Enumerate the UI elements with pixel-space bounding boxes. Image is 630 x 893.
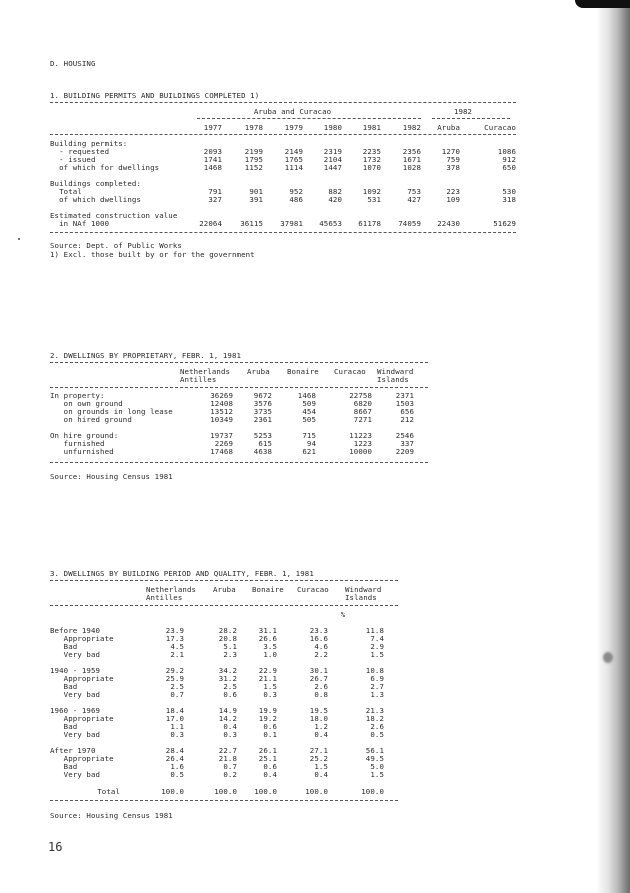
table2-cell: 11223 <box>349 431 372 440</box>
table2-cell: 2371 <box>395 391 414 400</box>
table2-cell: 7271 <box>353 415 372 424</box>
table1-group-rule-right <box>432 118 510 119</box>
page-edge-shadow <box>596 0 630 893</box>
table1-cell: 2235 <box>362 147 381 156</box>
table3-cell: 16.6 <box>309 634 328 643</box>
table2-cell: 621 <box>302 447 316 456</box>
table3-column-header-line2: Islands <box>345 593 377 602</box>
table3-cell: 0.2 <box>223 770 237 779</box>
table1-cell: 2319 <box>323 147 342 156</box>
table3-cell: 2.6 <box>370 722 384 731</box>
table1-cell: 2104 <box>323 155 342 164</box>
table3-cell: 22.9 <box>258 666 277 675</box>
table1-cell: 486 <box>289 195 303 204</box>
scan-spot <box>603 652 613 663</box>
table3-row-label: Very bad <box>50 770 101 779</box>
table2-row-label: on hired ground <box>50 415 132 424</box>
table1-cell: 2093 <box>203 147 222 156</box>
table3-cell: 0.5 <box>370 730 384 739</box>
table3-total-cell: 100.0 <box>305 787 328 796</box>
table3-total-cell: 100.0 <box>214 787 237 796</box>
table3-cell: 0.6 <box>223 690 237 699</box>
table1-cell: 912 <box>502 155 516 164</box>
table3-cell: 28.4 <box>165 746 184 755</box>
table1-cell: 37981 <box>280 219 303 228</box>
table1-cell: 1468 <box>203 163 222 172</box>
table3-cell: 7.4 <box>370 634 384 643</box>
table1-column-header: 1978 <box>244 123 263 132</box>
table3-cell: 0.3 <box>263 690 277 699</box>
table2-cell: 3576 <box>253 399 272 408</box>
table1-cell: 22064 <box>199 219 222 228</box>
table2-row-label: on grounds in long lease <box>50 407 173 416</box>
table3-row-label: Very bad <box>50 690 101 699</box>
table1-cell: 109 <box>446 195 460 204</box>
table3-cell: 26.6 <box>258 634 277 643</box>
table3-cell: 19.9 <box>258 706 277 715</box>
table1-group-header-left: Aruba and Curacao <box>253 107 332 116</box>
table1-cell: 1028 <box>402 163 421 172</box>
table3-cell: 2.7 <box>370 682 384 691</box>
table2-cell: 9672 <box>253 391 272 400</box>
table3-column-header: Bonaire <box>252 585 284 594</box>
table3-cell: 19.2 <box>258 714 277 723</box>
table1-column-header: 1980 <box>323 123 342 132</box>
table3-cell: 0.3 <box>170 730 184 739</box>
table3-bottom-rule <box>50 800 398 801</box>
table2-cell: 3735 <box>253 407 272 416</box>
table1-cell: 427 <box>407 195 421 204</box>
table2-cell: 22758 <box>349 391 372 400</box>
table1-row-label: of which dwellings <box>50 195 141 204</box>
table1-source: Source: Dept. of Public Works <box>50 241 182 250</box>
table3-row-label: 1960 - 1969 <box>50 706 101 715</box>
table3-row-label: Bad <box>50 762 78 771</box>
table3-cell: 23.9 <box>165 626 184 635</box>
table3-cell: 0.5 <box>170 770 184 779</box>
table1-cell: 1447 <box>323 163 342 172</box>
table1-cell: 1270 <box>441 147 460 156</box>
table1-cell: 327 <box>208 195 222 204</box>
table3-column-header: Windward <box>345 585 382 594</box>
table2-cell: 1223 <box>353 439 372 448</box>
table2-cell: 615 <box>258 439 272 448</box>
table1-cell: 61178 <box>358 219 381 228</box>
table1-section-heading: Estimated construction value <box>50 211 178 220</box>
table3-cell: 21.1 <box>258 674 277 683</box>
table2-cell: 656 <box>400 407 414 416</box>
table3-cell: 1.5 <box>370 650 384 659</box>
table2-cell: 8667 <box>353 407 372 416</box>
table3-cell: 21.8 <box>218 754 237 763</box>
table3-cell: 26.7 <box>309 674 328 683</box>
table3-cell: 26.1 <box>258 746 277 755</box>
table3-top-rule <box>50 580 398 581</box>
table3-cell: 1.3 <box>370 690 384 699</box>
table1-bottom-rule <box>50 232 516 233</box>
table1-cell: 753 <box>407 187 421 196</box>
table3-row-label: Bad <box>50 722 78 731</box>
table3-cell: 1.5 <box>370 770 384 779</box>
table3-cell: 5.0 <box>370 762 384 771</box>
table3-cell: 0.4 <box>223 722 237 731</box>
table3-cell: 29.2 <box>165 666 184 675</box>
table3-cell: 11.8 <box>365 626 384 635</box>
table1-cell: 882 <box>328 187 342 196</box>
table3-cell: 14.9 <box>218 706 237 715</box>
table1-cell: 1671 <box>402 155 421 164</box>
table3-cell: 2.6 <box>314 682 328 691</box>
table3-cell: 27.1 <box>309 746 328 755</box>
table1-cell: 1114 <box>284 163 303 172</box>
table3-cell: 22.7 <box>218 746 237 755</box>
table3-cell: 20.8 <box>218 634 237 643</box>
table3-cell: 21.3 <box>365 706 384 715</box>
table1-column-header: 1977 <box>203 123 222 132</box>
table3-cell: 30.1 <box>309 666 328 675</box>
table3-cell: 18.2 <box>365 714 384 723</box>
table3-cell: 18.4 <box>165 706 184 715</box>
table1-cell: 51629 <box>493 219 516 228</box>
table1-cell: 378 <box>446 163 460 172</box>
table3-title: 3. DWELLINGS BY BUILDING PERIOD AND QUALITY, FEBR. 1, 1981 <box>50 569 314 578</box>
table3-cell: 0.4 <box>263 770 277 779</box>
table2-row-label: furnished <box>50 439 105 448</box>
table3-cell: 18.0 <box>309 714 328 723</box>
table3-cell: 2.2 <box>314 650 328 659</box>
table1-group-header-right: 1982 <box>453 107 473 116</box>
table1-cell: 1086 <box>497 147 516 156</box>
table1-row-label: of which for dwellings <box>50 163 160 172</box>
table3-column-header: Aruba <box>213 585 236 594</box>
table2-cell: 94 <box>306 439 316 448</box>
table3-row-label: Before 1940 <box>50 626 101 635</box>
table3-cell: 5.1 <box>223 642 237 651</box>
page-number: 16 <box>48 840 63 854</box>
table2-bottom-rule <box>50 462 428 463</box>
table1-cell: 650 <box>502 163 516 172</box>
table2-row-label: In property: <box>50 391 105 400</box>
table2-column-header-line2: Islands <box>377 375 409 384</box>
table3-column-header: Netherlands <box>146 585 197 594</box>
table3-cell: 1.2 <box>314 722 328 731</box>
table3-cell: 0.6 <box>263 762 277 771</box>
table1-cell: 901 <box>249 187 263 196</box>
table1-cell: 1741 <box>203 155 222 164</box>
table2-cell: 715 <box>302 431 316 440</box>
table3-cell: 28.2 <box>218 626 237 635</box>
table1-cell: 2149 <box>284 147 303 156</box>
table1-cell: 36115 <box>240 219 263 228</box>
table3-cell: 25.2 <box>309 754 328 763</box>
table2-cell: 509 <box>302 399 316 408</box>
table2-cell: 17468 <box>210 447 233 456</box>
table3-row-label: Bad <box>50 642 78 651</box>
table2-cell: 10349 <box>210 415 233 424</box>
table3-cell: 34.2 <box>218 666 237 675</box>
table2-top-rule <box>50 362 428 363</box>
table1-cell: 391 <box>249 195 263 204</box>
table1-cell: 1070 <box>362 163 381 172</box>
table1-title: 1. BUILDING PERMITS AND BUILDINGS COMPLETED 1) <box>50 91 260 100</box>
table2-row-label: On hire ground: <box>50 431 119 440</box>
table3-cell: 2.9 <box>370 642 384 651</box>
table3-column-header-line2: Antilles <box>146 593 183 602</box>
table1-cell: 45653 <box>319 219 342 228</box>
table1-cell: 791 <box>208 187 222 196</box>
table3-cell: 31.1 <box>258 626 277 635</box>
table2-cell: 1468 <box>297 391 316 400</box>
table2-cell: 2209 <box>395 447 414 456</box>
table2-title: 2. DWELLINGS BY PROPRIETARY, FEBR. 1, 1981 <box>50 351 242 360</box>
table3-cell: 23.3 <box>309 626 328 635</box>
table2-cell: 454 <box>302 407 316 416</box>
table2-cell: 6820 <box>353 399 372 408</box>
table3-row-label: After 1970 <box>50 746 96 755</box>
table1-cell: 530 <box>502 187 516 196</box>
table1-section-heading: Buildings completed: <box>50 179 141 188</box>
scan-corner <box>575 0 630 8</box>
table2-column-header: Curacao <box>334 367 366 376</box>
table1-cell: 1765 <box>284 155 303 164</box>
table2-cell: 19737 <box>210 431 233 440</box>
table1-row-label: in NAf 1000 <box>50 219 110 228</box>
table1-cell: 223 <box>446 187 460 196</box>
table3-cell: 2.1 <box>170 650 184 659</box>
table1-cell: 318 <box>502 195 516 204</box>
table2-cell: 1503 <box>395 399 414 408</box>
table3-cell: 0.6 <box>263 722 277 731</box>
table3-cell: 25.1 <box>258 754 277 763</box>
scan-speck <box>18 238 20 240</box>
table3-row-label: 1940 - 1959 <box>50 666 101 675</box>
table2-cell: 505 <box>302 415 316 424</box>
table3-cell: 31.2 <box>218 674 237 683</box>
table1-column-header: Curacao <box>484 123 516 132</box>
table2-header-rule <box>50 387 428 388</box>
table1-header-rule <box>50 134 516 135</box>
table2-cell: 337 <box>400 439 414 448</box>
table1-cell: 759 <box>446 155 460 164</box>
table3-cell: 19.5 <box>309 706 328 715</box>
table1-cell: 1152 <box>244 163 263 172</box>
table1-cell: 1795 <box>244 155 263 164</box>
table3-cell: 0.8 <box>314 690 328 699</box>
table2-cell: 10000 <box>349 447 372 456</box>
table3-total-cell: 100.0 <box>254 787 277 796</box>
table1-cell: 420 <box>328 195 342 204</box>
table2-cell: 4638 <box>253 447 272 456</box>
table3-cell: 1.5 <box>314 762 328 771</box>
table3-cell: 14.2 <box>218 714 237 723</box>
table3-cell: 17.3 <box>165 634 184 643</box>
section-title: D. HOUSING <box>50 59 96 68</box>
table1-column-header: Aruba <box>437 123 460 132</box>
table3-cell: 6.9 <box>370 674 384 683</box>
table3-row-label: Very bad <box>50 650 101 659</box>
table2-column-header: Windward <box>377 367 414 376</box>
table2-source: Source: Housing Census 1981 <box>50 472 173 481</box>
table2-cell: 12408 <box>210 399 233 408</box>
table3-cell: 26.4 <box>165 754 184 763</box>
table3-row-label: Appropriate <box>50 674 114 683</box>
table3-cell: 4.5 <box>170 642 184 651</box>
table1-cell: 22430 <box>437 219 460 228</box>
table3-cell: 0.3 <box>223 730 237 739</box>
table2-cell: 5253 <box>253 431 272 440</box>
table3-cell: 56.1 <box>365 746 384 755</box>
table1-cell: 2356 <box>402 147 421 156</box>
table2-cell: 212 <box>400 415 414 424</box>
table3-row-label: Appropriate <box>50 714 114 723</box>
table3-cell: 10.8 <box>365 666 384 675</box>
table3-column-header: Curacao <box>297 585 329 594</box>
table1-cell: 531 <box>367 195 381 204</box>
table1-cell: 1732 <box>362 155 381 164</box>
table3-cell: 0.7 <box>170 690 184 699</box>
table2-cell: 2361 <box>253 415 272 424</box>
table3-cell: 0.4 <box>314 730 328 739</box>
table3-total-cell: 100.0 <box>361 787 384 796</box>
table3-cell: 1.0 <box>263 650 277 659</box>
table1-column-header: 1981 <box>362 123 381 132</box>
table1-row-label: Total <box>50 187 82 196</box>
table3-cell: 4.6 <box>314 642 328 651</box>
table1-cell: 952 <box>289 187 303 196</box>
table1-column-header: 1982 <box>402 123 421 132</box>
table3-cell: 0.4 <box>314 770 328 779</box>
table1-section-heading: Building permits: <box>50 139 128 148</box>
table1-cell: 74059 <box>398 219 421 228</box>
table3-cell: 3.5 <box>263 642 277 651</box>
table2-column-header: Aruba <box>247 367 270 376</box>
table3-cell: 25.9 <box>165 674 184 683</box>
table3-unit: % <box>340 610 346 619</box>
table3-total-label: Total <box>97 787 120 796</box>
table3-row-label: Bad <box>50 682 78 691</box>
table1-top-rule <box>50 102 516 103</box>
table1-row-label: - requested <box>50 147 110 156</box>
table2-cell: 2269 <box>214 439 233 448</box>
table3-cell: 2.5 <box>170 682 184 691</box>
table2-cell: 36269 <box>210 391 233 400</box>
table3-cell: 1.1 <box>170 722 184 731</box>
table2-column-header: Netherlands <box>180 367 231 376</box>
table1-cell: 2199 <box>244 147 263 156</box>
table2-column-header-line2: Antilles <box>180 375 217 384</box>
table2-row-label: unfurnished <box>50 447 114 456</box>
table1-cell: 1092 <box>362 187 381 196</box>
table1-column-header: 1979 <box>284 123 303 132</box>
table3-row-label: Very bad <box>50 730 101 739</box>
table1-footnote: 1) Excl. those built by or for the government <box>50 250 255 259</box>
table3-row-label: Appropriate <box>50 634 114 643</box>
table3-cell: 49.5 <box>365 754 384 763</box>
table3-source: Source: Housing Census 1981 <box>50 811 173 820</box>
table3-row-label: Appropriate <box>50 754 114 763</box>
table3-cell: 2.5 <box>223 682 237 691</box>
table3-cell: 1.5 <box>263 682 277 691</box>
table3-cell: 1.6 <box>170 762 184 771</box>
table2-cell: 2546 <box>395 431 414 440</box>
table3-total-cell: 100.0 <box>161 787 184 796</box>
table1-row-label: - issued <box>50 155 96 164</box>
table3-cell: 17.0 <box>165 714 184 723</box>
table1-group-rule-left <box>197 118 421 119</box>
table3-cell: 0.1 <box>263 730 277 739</box>
table3-cell: 0.7 <box>223 762 237 771</box>
table2-row-label: on own ground <box>50 399 123 408</box>
table3-cell: 2.3 <box>223 650 237 659</box>
table2-cell: 13512 <box>210 407 233 416</box>
table2-column-header: Bonaire <box>287 367 319 376</box>
table3-header-rule <box>50 605 398 606</box>
